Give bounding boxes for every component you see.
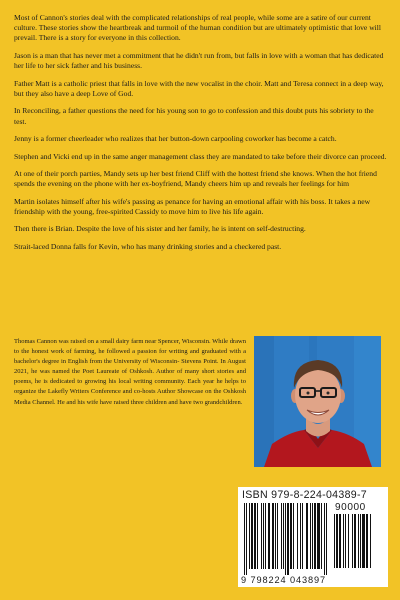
blurb xyxy=(14,13,387,259)
barcode-price-code: 90000 xyxy=(335,502,366,513)
blurb-donna: Strait-laced Donna falls for Kevin, who has many drinking stories and a checkered past. xyxy=(14,241,282,251)
blurb-jason: Jason is a man that has never met a commitment that he didn't run from, but falls in love with a woman that has dedicated her life to her sick father and his business. xyxy=(14,50,384,71)
barcode-main-bars xyxy=(244,503,330,575)
blurb-martin: Martin isolates himself after his wife's passing as penance for having an emotional affair with his boss. It takes a new friendship with the young, free-spirited Cassidy to move him to live his life again. xyxy=(14,196,371,216)
blurb-intro: Most of Cannon's stories deal with the complicated relationships of real people, while some are a satire of our current culture. These stories show the heartbreak and turmoil of the human condition but are ultimately optimistic that love will prevail. There is a story for everyone in this collection. xyxy=(14,13,382,43)
blurb-stephen-vicki: Stephen and Vicki end up in the same anger management class they are mandated to take before their divorce can proceed. xyxy=(14,151,387,161)
barcode-digits: 9 798224 043897 xyxy=(241,575,327,585)
blurb-reconciling: In Reconciling, a father questions the need for his young son to go to confession and this doubt puts his sobriety to the test. xyxy=(14,106,374,126)
isbn-barcode xyxy=(238,487,388,587)
barcode-addon-bars xyxy=(334,514,384,574)
author-bio: Thomas Cannon was raised on a small dairy farm near Spencer, Wisconsin. While drawn to the honest work of farming, he followed a passion for writing and graduated with a bachelor's degree in English from the University of Wisconsin- Stevens Point. In August 2021, he was named the Poet Laureate of Oshkosh. Author of many short stories and poems, he is dedicated to growing his local writing community. Each year he helps to organize the Lakefly Writers Conference and co-hosts Author Showcase on the Oshkosh Media Channel. He and his wife have raised three children and have two grandchildren. xyxy=(14,338,246,406)
author-photo xyxy=(254,336,381,467)
blurb-brian: Then there is Brian. Despite the love of his sister and her family, he is intent on self-destructing. xyxy=(14,224,306,234)
blurb-father-matt: Father Matt is a catholic priest that falls in love with the new vocalist in the choir. Matt and Teresa connect in a deep way, but they also have a deep Love of God. xyxy=(14,78,384,98)
blurb-mandy: At one of their porch parties, Mandy sets up her best friend Cliff with the hottest friend she knows. When the hot friend spends the evening on the phone with her ex-boyfriend, Mandy cheers him up and reveals her feelings for him xyxy=(14,169,377,189)
blurb-jenny: Jenny is a former cheerleader who realizes that her button-down carpooling coworker has become a catch. xyxy=(14,134,337,144)
isbn-label: ISBN 979-8-224-04389-7 xyxy=(242,489,367,501)
